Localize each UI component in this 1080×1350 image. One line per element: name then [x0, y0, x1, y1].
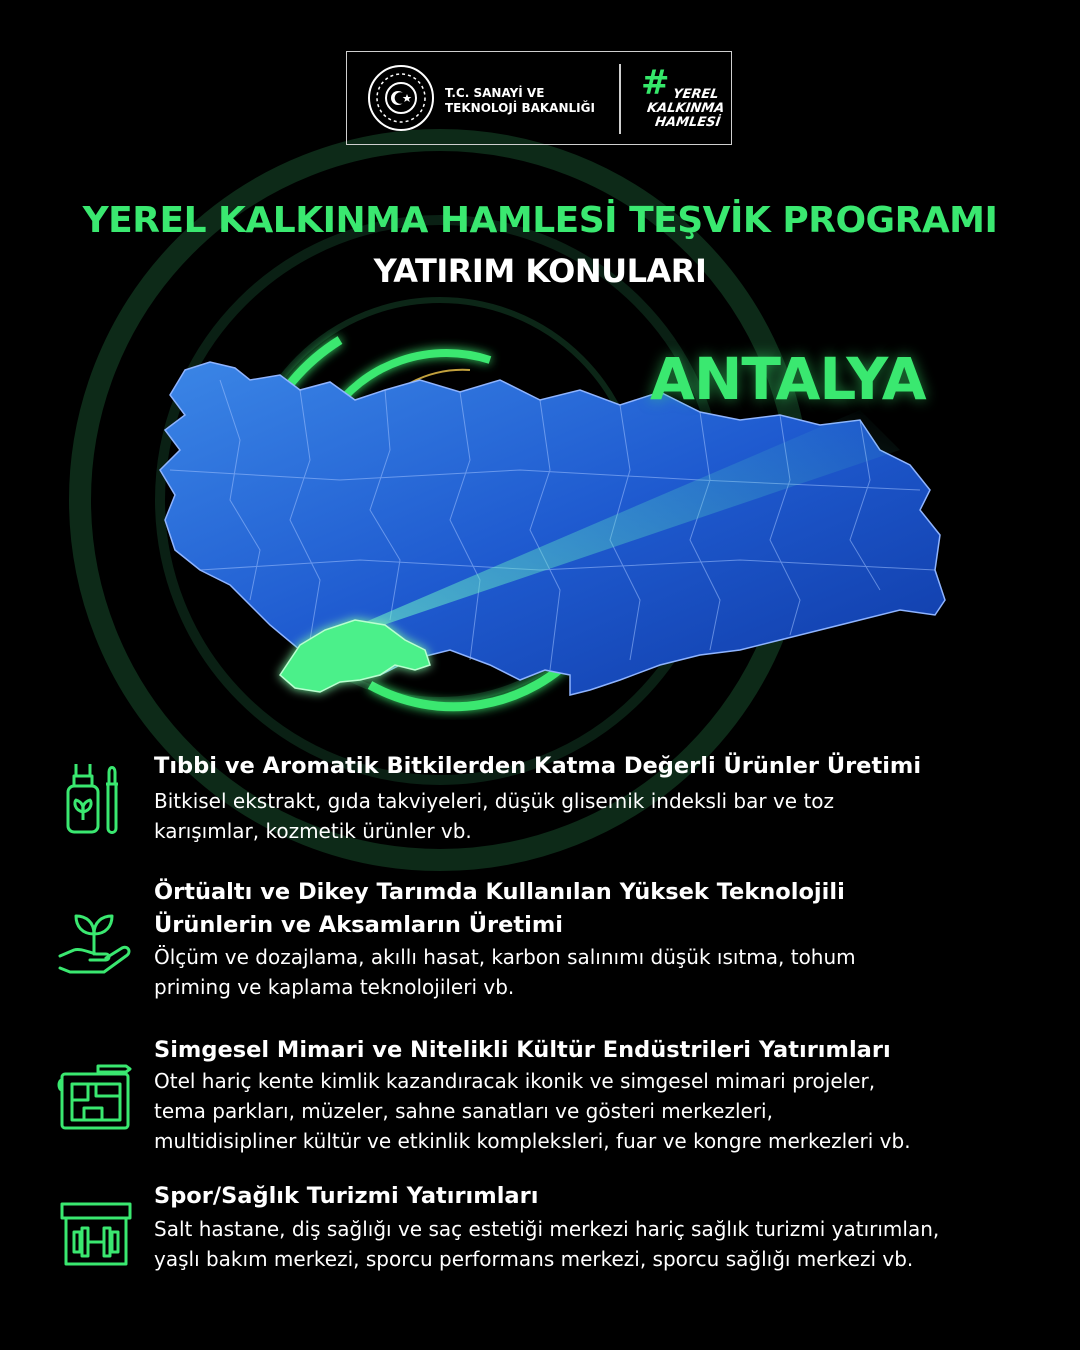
topic-agritech-heading-1: Örtüaltı ve Dikey Tarımda Kullanılan Yüksek Teknolojili: [154, 879, 845, 905]
topic-sport-health-heading: Spor/Sağlık Turizmi Yatırımları: [154, 1183, 539, 1209]
topic-sport-health-desc-2: yaşlı bakım merkezi, sporcu performans merkezi, sporcu sağlığı merkezi vb.: [154, 1247, 914, 1271]
highlighted-city: ANTALYA: [650, 345, 926, 413]
topic-agritech-desc-2: priming ve kaplama teknolojileri vb.: [154, 975, 515, 999]
topic-architecture-desc-2: tema parkları, müzeler, sahne sanatları ve gösteri merkezleri,: [154, 1099, 773, 1123]
ministry-line-2: TEKNOLOJİ BAKANLIĞI: [445, 101, 595, 115]
brand-line-1: YEREL: [671, 87, 720, 102]
brand-line-2: KALKINMA: [646, 101, 726, 116]
topic-architecture-desc-1: Otel hariç kente kimlik kazandıracak ikonik ve simgesel mimari projeler,: [154, 1069, 876, 1093]
topic-agritech-desc-1: Ölçüm ve dozajlama, akıllı hasat, karbon salınımı düşük ısıtma, tohum: [154, 945, 856, 969]
brand-line-3: HAMLESİ: [654, 115, 722, 130]
topic-sport-health-desc-1: Salt hastane, diş sağlığı ve saç estetiği merkezi hariç sağlık turizmi yatırımlan,: [154, 1217, 940, 1241]
ministry-emblem-icon: [367, 64, 435, 132]
topic-architecture-heading: Simgesel Mimari ve Nitelikli Kültür Endüstrileri Yatırımları: [154, 1037, 891, 1063]
logo-divider: [619, 64, 621, 134]
topic-architecture-desc-3: multidisipliner kültür ve etkinlik kompleksleri, fuar ve kongre merkezleri vb.: [154, 1129, 911, 1153]
topic-herbal-desc-2: karışımlar, kozmetik ürünler vb.: [154, 819, 472, 843]
topic-herbal-desc-1: Bitkisel ekstrakt, gıda takviyeleri, düşük glisemik indeksli bar ve toz: [154, 789, 835, 813]
header-logo-box: [346, 51, 732, 145]
topic-agritech-heading-2: Ürünlerin ve Aksamların Üretimi: [154, 912, 563, 938]
program-subtitle: YATIRIM KONULARI: [373, 252, 707, 290]
herbal-bottle-icon: [54, 758, 136, 840]
hashtag-symbol: #: [641, 63, 670, 103]
brand-logo-text: [644, 88, 730, 130]
program-title: YEREL KALKINMA HAMLESİ TEŞVİK PROGRAMI: [82, 200, 998, 241]
blueprint-icon: [54, 1056, 136, 1138]
ministry-line-1: T.C. SANAYİ VE: [445, 86, 545, 100]
ministry-name: [445, 86, 625, 116]
topic-herbal-heading: Tıbbi ve Aromatik Bitkilerden Katma Değerli Ürünler Üretimi: [154, 753, 922, 779]
plant-hand-icon: [54, 898, 136, 980]
gym-dumbbell-icon: [54, 1194, 136, 1276]
